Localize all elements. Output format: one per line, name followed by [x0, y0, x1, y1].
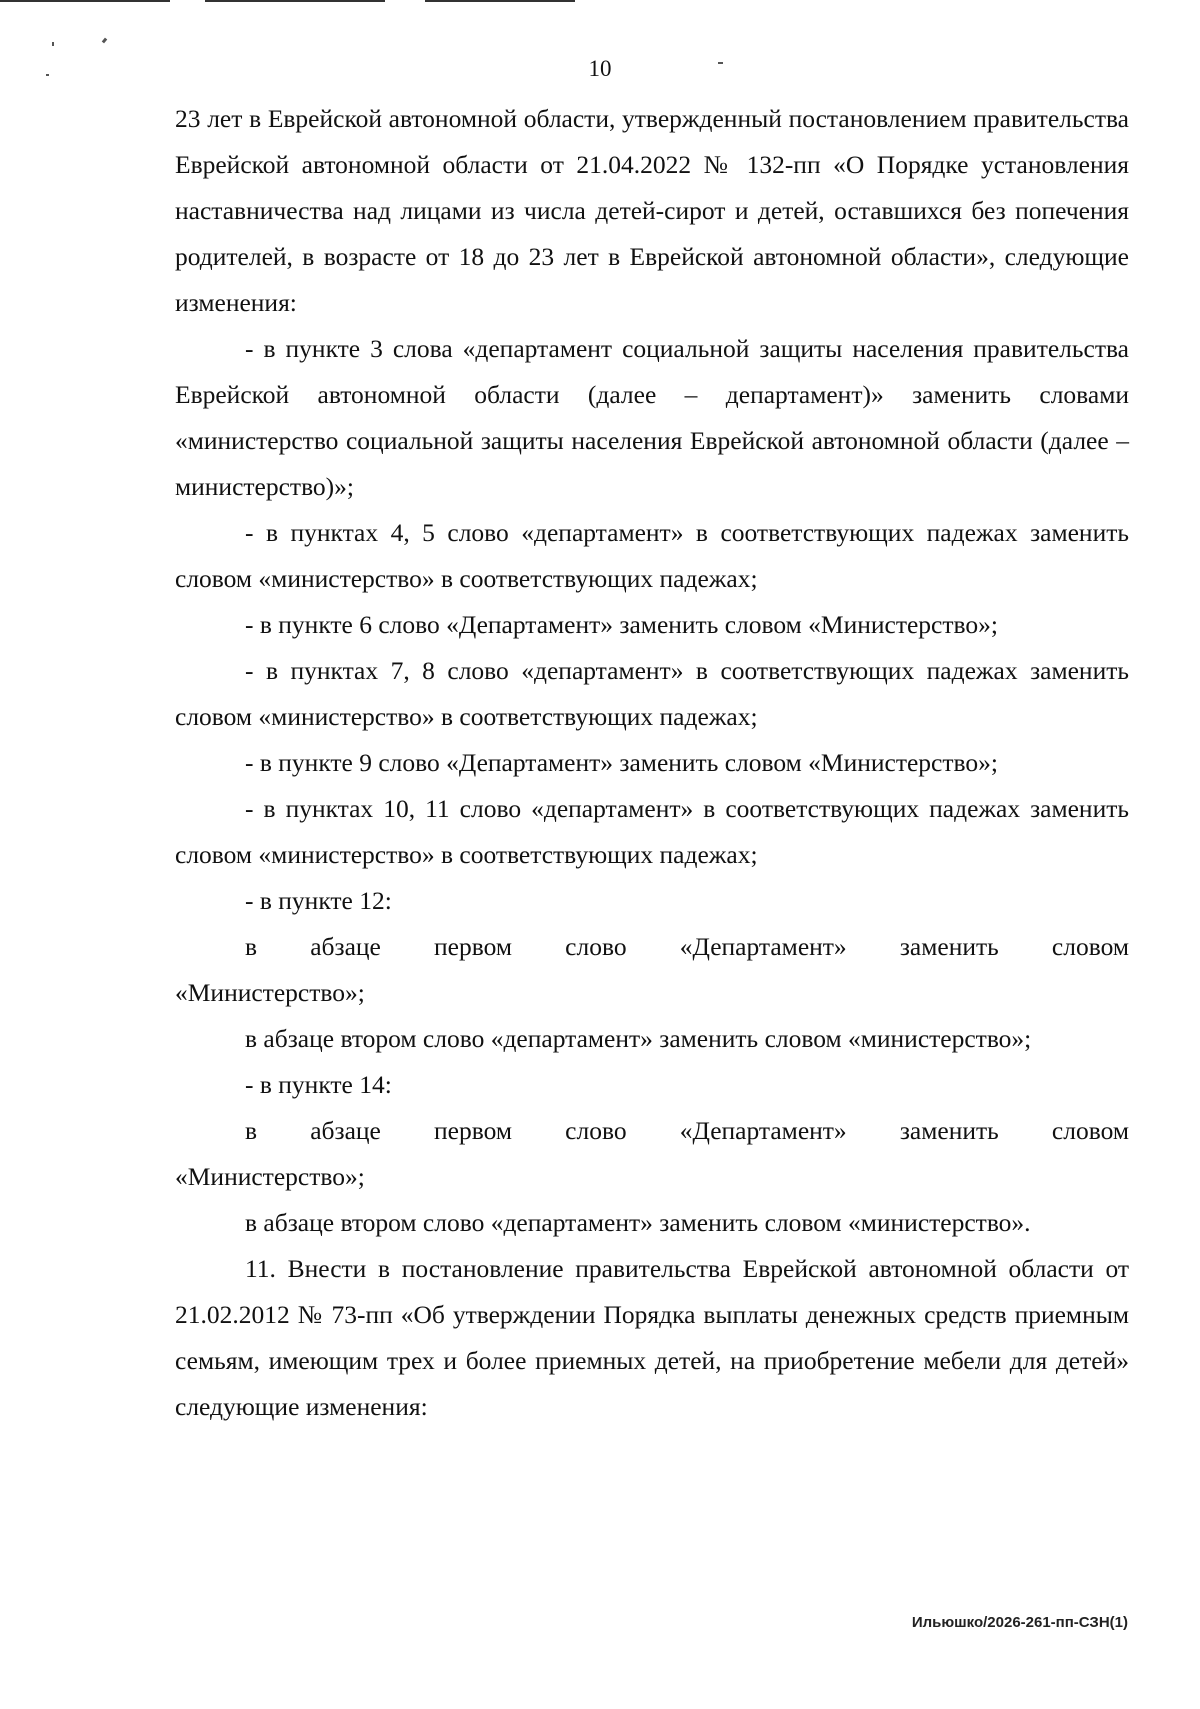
paragraph: - в пункте 3 слова «департамент социальной защиты населения правительства Еврейской автономной области (далее – департамент)» заменить словами «министерство социальной защиты населения Еврейской автономной области (далее – министерство)»;	[175, 334, 1129, 501]
paragraph: в абзаце втором слово «департамент» заменить словом «министерство».	[245, 1208, 1031, 1237]
paragraph: 11. Внести в постановление правительства Еврейской автономной области от 21.02.2012 № 73-пп «Об утверждении Порядка выплаты денежных средств приемным семьям, имеющим трех и более приемных детей, на приобретение мебели для детей» следующие изменения:	[175, 1254, 1129, 1421]
paragraph: «Министерство»;	[175, 1162, 365, 1191]
scan-speck	[52, 42, 54, 46]
paragraph: - в пунктах 7, 8 слово «департамент» в соответствующих падежах заменить словом «министерство» в соответствующих падежах;	[175, 656, 1129, 731]
paragraph: - в пункте 9 слово «Департамент» заменить словом «Министерство»;	[245, 748, 998, 777]
paragraph: в абзаце первом слово «Департамент» заменить словом	[245, 932, 1129, 961]
paragraph: - в пунктах 10, 11 слово «департамент» в соответствующих падежах заменить словом «министерство» в соответствующих падежах;	[175, 794, 1129, 869]
paragraph: в абзаце втором слово «департамент» заменить словом «министерство»;	[245, 1024, 1032, 1053]
scan-artifact-rule	[0, 0, 170, 2]
scan-artifact-rule	[205, 0, 385, 2]
paragraph: 23 лет в Еврейской автономной области, утвержденный постановлением правительства Еврейской автономной области от 21.04.2022 № 132-пп «О Порядке установления наставничества над лицами из числа детей-сирот и детей, оставшихся без попечения родителей, в возрасте от 18 до 23 лет в Еврейской автономной области», следующие изменения:	[175, 104, 1129, 317]
document-code: Ильюшко/2026-261-пп-СЗН(1)	[911, 1614, 1128, 1631]
scan-speck	[102, 38, 108, 44]
paragraph: «Министерство»;	[175, 978, 365, 1007]
paragraph: - в пункте 6 слово «Департамент» заменить словом «Министерство»;	[245, 610, 998, 639]
paragraph: - в пункте 12:	[245, 886, 392, 915]
document-body	[175, 96, 1129, 1430]
paragraph: в абзаце первом слово «Департамент» заменить словом	[245, 1116, 1129, 1145]
page-number: 10	[588, 56, 612, 81]
paragraph: - в пункте 14:	[245, 1070, 392, 1099]
scan-artifact-rule	[425, 0, 575, 2]
paragraph: - в пунктах 4, 5 слово «департамент» в соответствующих падежах заменить словом «министерство» в соответствующих падежах;	[175, 518, 1129, 593]
